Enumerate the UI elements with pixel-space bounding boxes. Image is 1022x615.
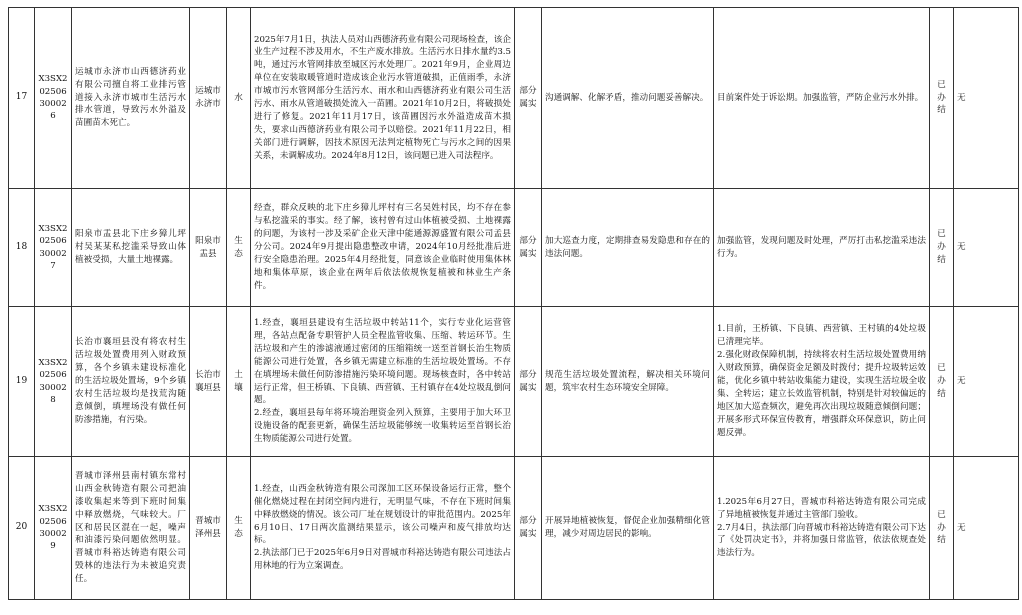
handling-measures: 规范生活垃圾处置流程，解决相关环境问题，筑牢农村生态环境安全屏障。 — [542, 307, 714, 457]
inspection-table — [8, 7, 1019, 600]
investigation-result-line: 经查，群众反映的北下庄乡獐儿坪村有三名吴姓村民，均不存在参与私挖滥采的事实。经了解，该村曾有过山体植被受损、土地裸露的问题，为该村一涉及采矿企业天津中能通源源盛置有限公司孟县分公司。2024年9月提出隐患整改申请，2024年10月经批准后进行安全隐患治理。2025年4月经批复，同意该企业临时使用集体林地和集体草原，该企业在两年后依法依规恢复植被和林业生产条件。 — [254, 203, 511, 291]
case-code — [35, 8, 72, 189]
case-code-line: 30002 — [39, 382, 67, 393]
complaint-content: 长治市襄垣县没有将农村生活垃圾处置费用列入财政预算，各个乡镇未建设标准化的生活垃圾处置场，9个乡镇农村生活垃圾均是找荒沟随意倾倒，填埋场没有做任何防渗措施，有污染。 — [72, 307, 190, 457]
accountability: 无 — [954, 8, 1019, 189]
case-code-line: 02506 — [39, 236, 67, 247]
completion-status: 已办结 — [930, 8, 954, 189]
investigation-result-line: 2.执法部门已于2025年6月9日对晋城市科裕达铸造有限公司违法占用林地的行为立案调查。 — [254, 548, 511, 572]
case-code-line: 7 — [50, 260, 56, 271]
table-row — [9, 457, 1019, 600]
case-code — [35, 307, 72, 457]
pollution-type: 水 — [227, 8, 251, 189]
completion-status: 已办结 — [930, 457, 954, 600]
investigation-result — [251, 457, 515, 600]
rectification-result — [714, 307, 930, 457]
handling-measures: 开展异地植被恢复，督促企业加强精细化管理，减少对周边居民的影响。 — [542, 457, 714, 600]
verification-status: 部分属实 — [515, 307, 542, 457]
pollution-type: 土壤 — [227, 307, 251, 457]
accountability: 无 — [954, 307, 1019, 457]
verification-status: 部分属实 — [515, 457, 542, 600]
rectification-result-line: 2.7月4日，执法部门向晋城市科裕达铸造有限公司下达了《处罚决定书》，并将加强日常监管，依法依规查处违法行为。 — [717, 522, 926, 559]
handling-measures: 加大巡查力度，定期排查易发隐患和存在的违法问题。 — [542, 189, 714, 307]
investigation-result — [251, 189, 515, 307]
row-number: 17 — [9, 8, 35, 189]
investigation-result-line: 1.经查，襄垣县建设有生活垃圾中转站11个，实行专业化运营管理，各站点配备专职管护人员全程监管收集、压缩、转运环节。生活垃圾和产生的渗滤液通过密闭的压缩箱统一送至首钢长治生物质能源公司进行处置，各乡镇无需建立标准的生活垃圾处置场。不存在填埋场未做任何防渗措施污染环境问题。现场核查时，各中转站运行正常，但王桥镇、下良镇、西营镇、王村镇存在4处垃圾乱倒问题。 — [254, 318, 511, 406]
table-row — [9, 189, 1019, 307]
rectification-result-line: 2.强化财政保障机制，持续将农村生活垃圾处置费用纳入财政预算，确保资金足额及时拨付；提升垃圾转运效能，优化乡镇中转站收集能力建设，实现生活垃圾全收集、全转运；建立长效监管机制，特别是针对较偏远的地区加大巡查频次，避免再次出现垃圾随意倾倒问题；开展多形式环保宣传教育，增强群众环保意识，防止问题反弹。 — [717, 350, 926, 438]
accountability: 无 — [954, 457, 1019, 600]
complaint-content: 阳泉市盂县北下庄乡獐儿坪村吴某某私挖滥采导致山体植被受损，大量土地裸露。 — [72, 189, 190, 307]
investigation-result — [251, 307, 515, 457]
case-code-line: 02506 — [39, 86, 67, 97]
rectification-result: 目前案件处于诉讼期。加强监管，严防企业污水外排。 — [714, 8, 930, 189]
case-code-line: 30002 — [39, 248, 67, 259]
case-code-line: 02506 — [39, 370, 67, 381]
case-code — [35, 189, 72, 307]
rectification-result: 加强监管，发现问题及时处理，严厉打击私挖滥采违法行为。 — [714, 189, 930, 307]
case-code-line: X3SX2 — [38, 504, 68, 515]
administrative-region: 运城市永济市 — [190, 8, 227, 189]
administrative-region: 阳泉市盂县 — [190, 189, 227, 307]
case-code-line: 9 — [50, 541, 56, 552]
pollution-type: 生态 — [227, 189, 251, 307]
complaint-content: 晋城市泽州县南村镇东常村山西金秋铸造有限公司把油漆收集起来等到下班时间集中释放燃烧，气味较大。厂区和居民区混在一起，噪声和油漆污染问题依然明显。晋城市科裕达铸造有限公司毁林的违法行为未被追究责任。 — [72, 457, 190, 600]
case-code-line: 30002 — [39, 529, 67, 539]
investigation-result-line: 2025年7月1日，执法人员对山西德济药业有限公司现场检查，该企业生产过程不涉及用水，不生产废水排放。生活污水日排水量约3.5吨，通过污水管网排放至城区污水处理厂。2021年9月，企业周边单位在安装取暖管道时造成该企业污水管道破损，正值雨季，永济市城市污水管网部分生活污水、雨水和山西德济药业有限公司生活污水、雨水从管道破损处流入一苗圃。2021年10月2日，将破损处进行了修复。2021年11月17日，该苗圃因污水外溢造成苗木损失，要求山西德济药业有限公司予以赔偿。2021年11月22日，相关部门进行调解，因技术原因无法判定植物死亡与污水之间的因果关系，未调解成功。2024年8月12日，该问题已进入司法程序。 — [254, 34, 511, 161]
case-code-line: 02506 — [39, 516, 67, 527]
case-code — [35, 457, 72, 600]
case-code-line: X3SX2 — [38, 357, 68, 368]
case-code-line: 6 — [50, 111, 56, 122]
completion-status: 已办结 — [930, 189, 954, 307]
table-body — [9, 8, 1019, 600]
administrative-region: 晋城市泽州县 — [190, 457, 227, 600]
case-code-line: 8 — [50, 394, 56, 405]
administrative-region: 长治市襄垣县 — [190, 307, 227, 457]
rectification-result — [714, 457, 930, 600]
handling-measures: 沟通调解、化解矛盾，推动问题妥善解决。 — [542, 8, 714, 189]
rectification-result-line: 1.2025年6月27日，晋城市科裕达铸造有限公司完成了异地植被恢复并通过主管部门验收。 — [717, 496, 926, 520]
case-code-line: X3SX2 — [38, 74, 68, 85]
case-code-line: X3SX2 — [38, 223, 68, 234]
verification-status: 部分属实 — [515, 189, 542, 307]
investigation-result-line: 2.经查，襄垣县每年将环境治理资金列入预算，主要用于加大环卫设施设备的配套更新，确保生活垃圾能够统一收集转运至首钢长治生物质能源公司进行处置。 — [254, 408, 511, 445]
pollution-type: 生态 — [227, 457, 251, 600]
completion-status: 已办结 — [930, 307, 954, 457]
row-number: 20 — [9, 457, 35, 600]
row-number: 19 — [9, 307, 35, 457]
investigation-result-line: 1.经查，山西金秋铸造有限公司深加工区环保设备运行正常，整个催化燃烧过程在封闭空间内进行，无明显气味，不存在下班时间集中释放燃烧的情况。该公司厂址在规划设计的审批范围内。2025年6月10日、17日两次监测结果显示，该公司噪声和废气排放均达标。 — [254, 483, 511, 546]
investigation-result — [251, 8, 515, 189]
case-code-line: 30002 — [39, 99, 67, 109]
complaint-content: 运城市永济市山西德济药业有限公司擅自将工业排污管道接入永济市城市生活污水排水管道，导致污水外溢及苗圃苗木死亡。 — [72, 8, 190, 189]
row-number: 18 — [9, 189, 35, 307]
verification-status: 部分属实 — [515, 8, 542, 189]
rectification-result-line: 1.目前，王桥镇、下良镇、西营镇、王村镇的4处垃圾已清理完毕。 — [717, 324, 926, 348]
accountability: 无 — [954, 189, 1019, 307]
table-row — [9, 8, 1019, 189]
table-row — [9, 307, 1019, 457]
